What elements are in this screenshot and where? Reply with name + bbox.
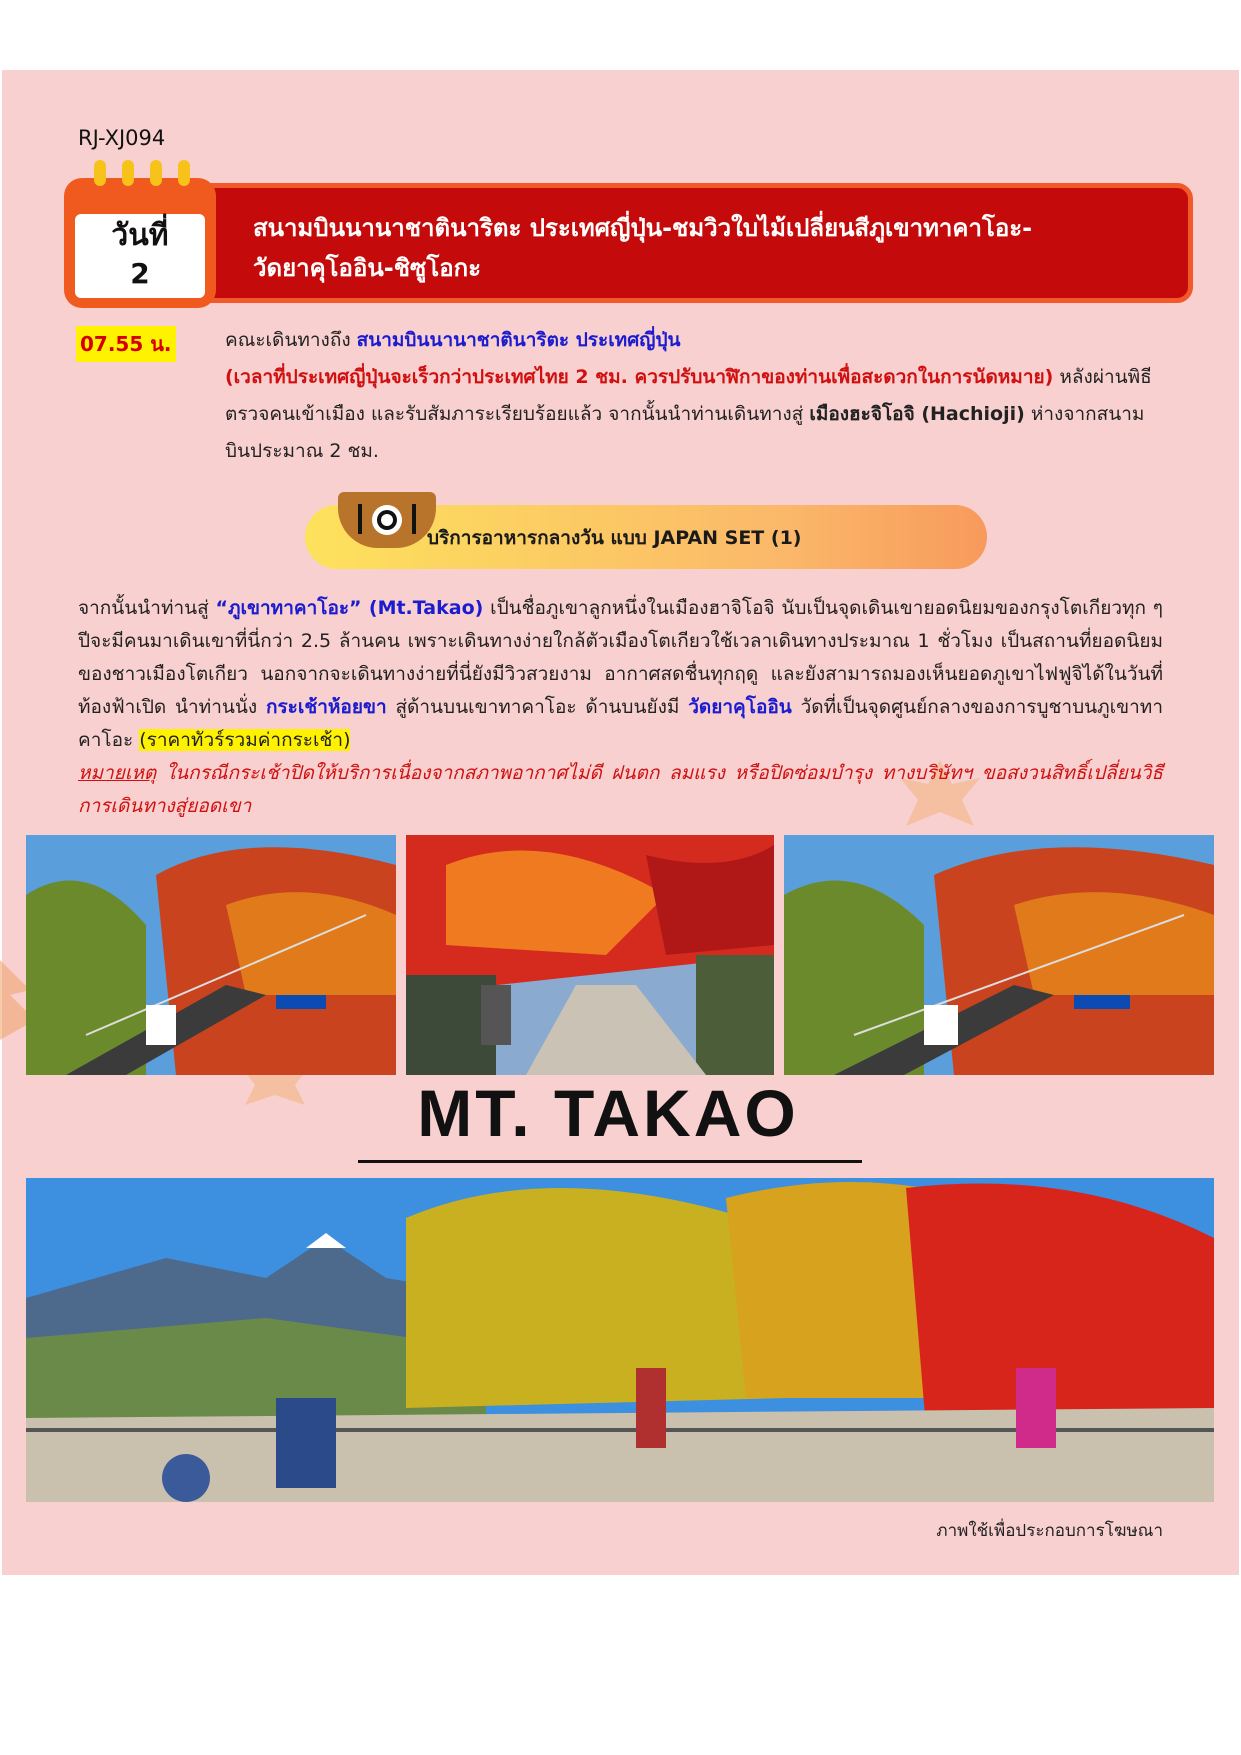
note-text: ในกรณีกระเช้าปิดให้บริการเนื่องจากสภาพอากาศไม่ดี ฝนตก ลมแรง หรือปิดซ่อมบำรุง ทางบริษัทฯ ขอสงวนสิทธิ์เปลี่ยนวิธีการเดินทางสู่ยอดเขา — [78, 762, 1163, 817]
meal-label: บริการอาหารกลางวัน แบบ JAPAN SET (1) — [427, 527, 802, 549]
calendar-ring — [94, 160, 106, 186]
headline-mt-takao: MT. TAKAO — [417, 1076, 799, 1150]
headline-underline — [358, 1160, 862, 1163]
photo-temple-path — [406, 835, 774, 1075]
day-title — [253, 208, 1148, 288]
city-name: เมืองฮะจิโอจิ (Hachioji) — [809, 403, 1025, 425]
description-text: จากนั้นนำท่านสู่ — [78, 597, 216, 619]
time-badge: 07.55 น. — [76, 326, 176, 362]
dining-plate-icon — [338, 492, 436, 548]
itinerary-text: คณะเดินทางถึง — [225, 329, 357, 351]
airport-name: สนามบินนานาชาตินาริตะ ประเทศญี่ปุ่น — [356, 329, 681, 351]
description-text: เป็นชื่อภูเขาลูกหนึ่งในเมืองฮาจิโอจิ นับเป็นจุดเดินเขายอดนิยมของกรุงโตเกียวทุก ๆ ปีจะมีคนมาเดินเขาที่นี่กว่า 2.5 ล้านคน เพราะเดินทางง่ายใกล้ตัวเมืองโตเกียวใช้เวลาเดินทางประมาณ 1 ชั่วโมง เป็นสถานที่ยอดนิยมของชาวเมืองโตเกียว นอกจากจะเดินทางง่ายที่นี่ยังมีวิวสวยงาม อากาศสดชื่นทุกฤดู และยังสามารถมองเห็นยอดภูเขาไฟฟูจิได้ในวันที่ท้องฟ้าเปิด นำท่านนั่ง — [78, 597, 1164, 718]
itinerary-text: ห่างจากสนามบินประมาณ 2 ชม. — [225, 403, 1145, 462]
itinerary-entry — [225, 322, 1165, 470]
price-note: (ราคาทัวร์รวมค่ากระเช้า) — [139, 729, 351, 751]
calendar-ring — [178, 160, 190, 186]
temple-name: วัดยาคุโออิน — [688, 696, 792, 718]
time-difference-note: (เวลาที่ประเทศญี่ปุ่นจะเร็วกว่าประเทศไทย 2 ชม. ควรปรับนาฬิกาของท่านเพื่อสะดวกในการนัดหมาย) — [225, 366, 1054, 388]
photo-chairlift-right — [784, 835, 1214, 1075]
description-text: วัดที่เป็นจุดศูนย์กลางของการบูชาบนภูเขาทาคาโอะ — [78, 696, 1163, 751]
calendar-face — [75, 214, 205, 298]
description-text: สู่ด้านบนเขาทาคาโอะ ด้านบนยังมี — [386, 696, 689, 718]
calendar-icon — [64, 178, 216, 308]
day-title-line2: วัดยาคุโออิน-ชิซูโอกะ — [253, 254, 482, 282]
calendar-ring — [150, 160, 162, 186]
day-number: 2 — [130, 257, 150, 290]
day-label: วันที่ — [111, 218, 169, 253]
mountain-name: “ภูเขาทาคาโอะ” (Mt.Takao) — [215, 597, 484, 619]
day-title-line1: สนามบินนานาชาตินาริตะ ประเทศญี่ปุ่น-ชมวิวใบไม้เปลี่ยนสีภูเขาทาคาโอะ- — [253, 214, 1033, 242]
photo-chairlift-left — [26, 835, 396, 1075]
note-label: หมายเหตุ — [78, 762, 157, 784]
itinerary-text: หลังผ่านพิธีตรวจคนเข้าเมือง และรับสัมภาระเรียบร้อยแล้ว จากนั้นนำท่านเดินทางสู่ — [225, 366, 1152, 425]
attraction-description — [78, 592, 1163, 823]
calendar-ring — [122, 160, 134, 186]
advertising-caption: ภาพใช้เพื่อประกอบการโฆษณา — [936, 1521, 1163, 1541]
tour-code: RJ-XJ094 — [78, 126, 166, 150]
day-title-banner — [180, 183, 1193, 303]
chairlift-name: กระเช้าห้อยขา — [265, 696, 387, 718]
photo-mt-takao-panorama — [26, 1178, 1214, 1502]
